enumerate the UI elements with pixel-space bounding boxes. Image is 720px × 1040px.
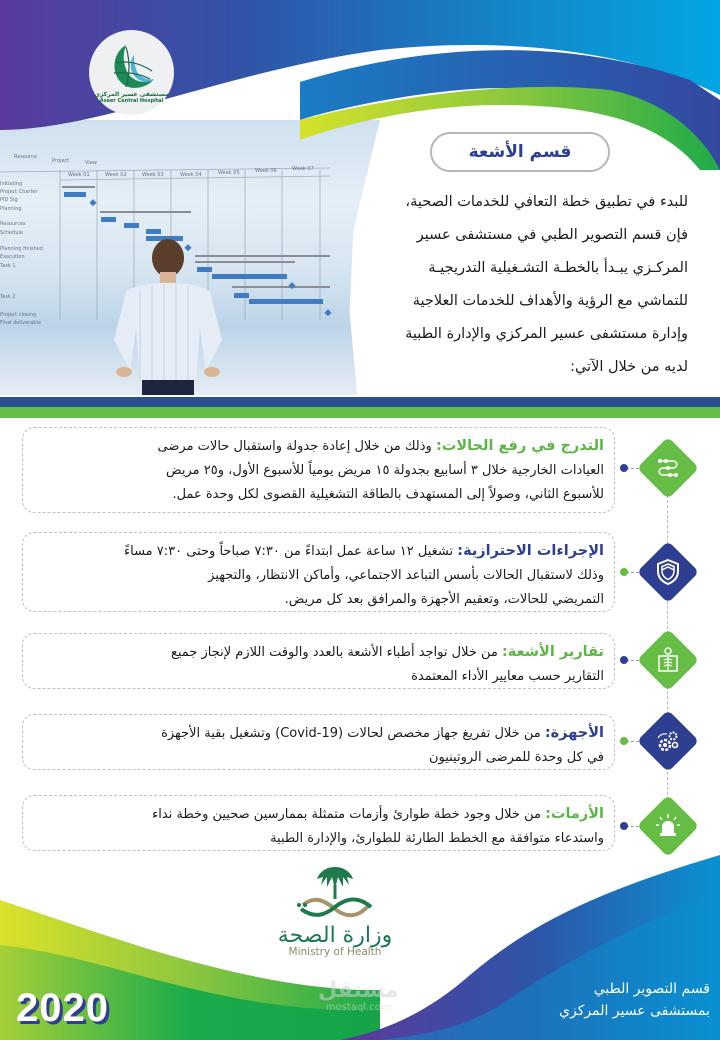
svg-text:Week 05: Week 05 bbox=[218, 170, 240, 176]
timeline-dot bbox=[620, 822, 628, 830]
svg-text:Task 2: Task 2 bbox=[0, 294, 16, 300]
department-footer-text bbox=[480, 978, 710, 1022]
intro-line: فإن قسم التصوير الطبي في مستشفى عسير bbox=[416, 227, 688, 243]
card-text: التمريضي للحالات، وتعقيم الأجهزة والمرافق بعد كل مريض. bbox=[284, 592, 604, 607]
card-text: في كل وحدة للمرضى الروتينيون bbox=[428, 750, 604, 765]
year-label: 2020 bbox=[16, 986, 109, 1030]
card-text: وذلك لاستقبال الحالات بأسس التباعد الاجتماعي، وأماكن الانتظار، والتجهيز bbox=[208, 568, 604, 583]
svg-text:View: View bbox=[85, 160, 97, 166]
card-text: للأسبوع الثاني، وصولاً إلى المستهدف بالطاقة التشغيلية القصوى لكل وحدة عمل. bbox=[172, 487, 604, 502]
card-heading: التدرج في رفع الحالات: bbox=[435, 438, 604, 454]
svg-text:Execution: Execution bbox=[0, 254, 25, 260]
intro-line: للبدء في تطبيق خطة التعافي للخدمات الصحية، bbox=[405, 194, 688, 210]
intro-line: المركـزي يبـدأ بالخطـة التشـغيلية التدريجيـة bbox=[428, 260, 688, 276]
menu-resource: Resource bbox=[14, 154, 37, 160]
timeline-dot bbox=[620, 737, 628, 745]
svg-text:Project: Project bbox=[52, 158, 70, 164]
shield-icon bbox=[653, 557, 683, 587]
svg-text:Project closing: Project closing bbox=[0, 312, 37, 318]
svg-text:Week 02: Week 02 bbox=[105, 172, 127, 178]
xray-icon bbox=[653, 645, 683, 675]
card-heading: الأجهزة: bbox=[544, 725, 604, 741]
alarm-siren-icon bbox=[653, 811, 683, 841]
divider-band-blue bbox=[0, 397, 720, 407]
aseer-hospital-logo bbox=[89, 30, 174, 115]
intro-paragraph bbox=[342, 186, 688, 384]
svg-text:Planning: Planning bbox=[0, 206, 22, 212]
department-line: بمستشفى عسير المركزي bbox=[559, 1003, 710, 1019]
person-looking-at-chart bbox=[96, 230, 236, 395]
svg-text:Project Charter: Project Charter bbox=[0, 189, 38, 195]
svg-text:Week 06: Week 06 bbox=[255, 168, 277, 174]
card-text: من خلال تواجد أطباء الأشعة بالعدد والوقت اللازم لإنجاز جميع bbox=[170, 645, 502, 660]
divider-band-green bbox=[0, 407, 720, 418]
timeline-card-gradual-increase bbox=[22, 427, 615, 513]
workflow-path-icon bbox=[653, 453, 683, 483]
svg-text:Week 03: Week 03 bbox=[142, 172, 164, 178]
section-title-pill bbox=[430, 132, 610, 172]
card-text: تشغيل ١٢ ساعة عمل ابتداءً من ٧:٣٠ صباحاً وحتى ٧:٣٠ مساءً bbox=[124, 544, 458, 559]
intro-line: لديه من خلال الآتي: bbox=[570, 359, 688, 375]
svg-text:Planning finished: Planning finished bbox=[0, 246, 43, 252]
svg-text:PID Sig: PID Sig bbox=[0, 197, 18, 203]
card-text: العيادات الخارجية خلال ٣ أسابيع بجدولة ١٥ مريض يومياً للأسبوع الأول، و٢٥ مريض bbox=[165, 463, 604, 478]
ministry-of-health-logo bbox=[275, 865, 395, 985]
svg-text:Week 07: Week 07 bbox=[292, 166, 314, 172]
timeline-card-radiology-reports bbox=[22, 633, 615, 689]
svg-text:Week 04: Week 04 bbox=[180, 172, 202, 178]
card-heading: الإجراءات الاحترازية: bbox=[457, 543, 604, 559]
hospital-name-ar: مستشفى عسير المركزي bbox=[94, 91, 169, 98]
timeline-card-precautions bbox=[22, 532, 615, 612]
hospital-name-en: Aseer Central Hospital bbox=[99, 98, 164, 104]
svg-text:Schedule: Schedule bbox=[0, 230, 23, 236]
svg-text:Week 01: Week 01 bbox=[68, 172, 90, 178]
card-heading: الأزمات: bbox=[545, 806, 604, 822]
card-text: واستدعاء متوافقة مع الخطط الطارئة للطوارئ، والإدارة الطبية bbox=[270, 831, 604, 846]
mostaql-watermark: مستقل mostaql.com bbox=[318, 978, 399, 1013]
timeline-dot bbox=[620, 464, 628, 472]
page-title: قسم الأشعة bbox=[468, 142, 572, 162]
timeline-dot bbox=[620, 568, 628, 576]
card-text: من خلال وجود خطة طوارئ وأزمات متمثلة بممارسين صحيين وخطة نداء bbox=[152, 807, 546, 822]
timeline-card-equipment bbox=[22, 714, 615, 770]
svg-text:Initiating: Initiating bbox=[0, 181, 23, 187]
ministry-name-ar: وزارة الصحة bbox=[277, 923, 393, 948]
svg-text:Final deliverable: Final deliverable bbox=[0, 320, 41, 326]
svg-text:Task 1: Task 1 bbox=[0, 263, 16, 269]
card-text: التقارير حسب معايير الأداء المعتمدة bbox=[411, 669, 604, 684]
card-text: وذلك من خلال إعادة جدولة واستقبال حالات مرضى bbox=[157, 439, 436, 454]
timeline-card-crisis bbox=[22, 795, 615, 851]
card-heading: تقارير الأشعة: bbox=[502, 644, 604, 660]
intro-line: للتماشي مع الرؤية والأهداف للخدمات العلاجية bbox=[412, 293, 688, 309]
card-text: من خلال تفريغ جهاز مخصص لحالات (Covid-19) وتشغيل بقية الأجهزة bbox=[161, 726, 545, 741]
svg-text:Resources: Resources bbox=[0, 221, 26, 227]
palm-swords-emblem-icon bbox=[285, 865, 385, 923]
timeline-dot bbox=[620, 656, 628, 664]
gears-icon bbox=[653, 726, 683, 756]
intro-line: وإدارة مستشفى عسير المركزي والإدارة الطبية bbox=[405, 326, 688, 342]
crescent-globe-icon bbox=[104, 41, 160, 93]
department-line: قسم التصوير الطبي bbox=[593, 981, 710, 997]
ministry-name-en: Ministry of Health bbox=[288, 946, 382, 958]
